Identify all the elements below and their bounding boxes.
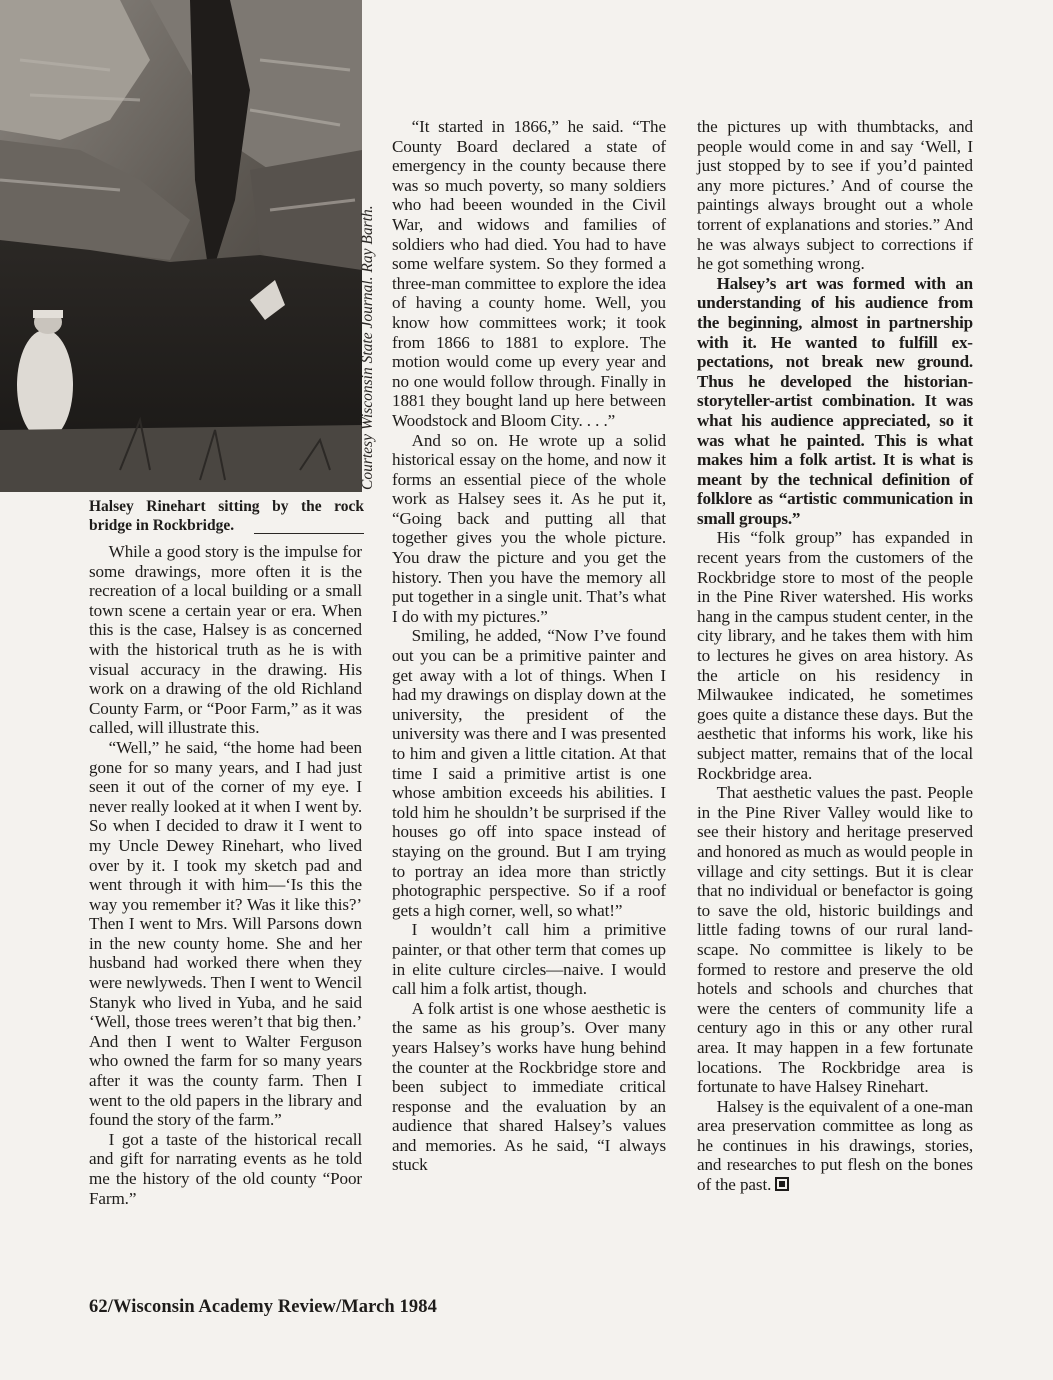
photo-credit: Courtesy Wisconsin State Journal. Ray Barth. (359, 205, 376, 490)
paragraph: “It started in 1866,” he said. “The County Board declared a state of emergency in the county because there was so much poverty, so many soldiers who had beeen wounded in the Civil War, and widows and families of soldiers who had died. You had to have some welfare system. So they formed a three-man committee to explore the idea of having a county home. Well, you know how committees work; it took from 1866 to 1881 to explore. The motion would come up every year and no one would follow through. Finally in 1881 they bought land up here between Woodstock and Bloom City. . . .” (392, 117, 666, 430)
text-column-1 (89, 542, 362, 1208)
paragraph: “Well,” he said, “the home had been gone for so many years, and I had just seen it out of the corner of my eye. I never really looked at it when I went by. So when I decided to draw it I went to my Uncle Dewey Rinehart, who lived over by it. I took my sketch pad and went through it with him—‘Is this the way you remember it? Was it like this?’ Then I went to Mrs. Will Parsons down in the new county home. She and her husband had worked there when they were newlyweds. Then I went to Wencil Stanyk who lived in Yuba, and he said ‘Well, those trees weren’t that big then.’ And then I went to Walter Ferguson who owned the farm for so many years after it was the county farm. Then I went to the old papers in the library and found the story of the farm.” (89, 737, 362, 1130)
text-column-2 (392, 117, 666, 1175)
end-mark-icon (775, 1177, 789, 1191)
photo-caption: Halsey Rinehart sitting by the rock bridge in Rockbridge. (89, 498, 364, 534)
paragraph-text: Halsey is the equivalent of a one-man area preservation committee as long as he continues in his drawings, stories, and researches to put flesh on the bones of the past. (697, 1096, 973, 1195)
paragraph: That aesthetic values the past. People in the Pine River Valley would like to see their history and heritage preserved and honored as much as would people in village and city settings. But it is clear that no individual or benefactor is going to save the old, historic buildings and little fading towns of our rural landscape. No committee is likely to be formed to restore and preserve the old hotels and schools and churches that were the centers of community life a century ago in this or any other rural area. It may happen in a few fortunate locations. The Rockbridge area is fortunate to have Halsey Rinehart. (697, 783, 973, 1097)
paragraph: While a good story is the impulse for some drawings, more often it is the recreation of a local building or a small town scene a certain year or era. When this is the case, Halsey is as concerned with the historical truth as he is with visual accuracy in the drawing. His work on a drawing of the old Richland County Farm, or “Poor Farm,” as it was called, will illustrate this. (89, 542, 362, 738)
paragraph-last (697, 1097, 973, 1195)
paragraph: I wouldn’t call him a primitive painter, or that other term that comes up in elite culture circles—naive. I would call him a folk artist, though. (392, 920, 666, 999)
paragraph: His “folk group” has expanded in recent years from the customers of the Rockbridge store to most of the people in the Pine River watershed. His works hang in the campus student center, in the city library, and he takes them with him to lectures he gives on area history. As the article on his residency in Milwaukee indicated, he sometimes goes quite a distance these days. But the aesthetic that informs his work, like his subject matter, remains that of the local Rockbridge area. (697, 528, 973, 783)
caption-divider (254, 533, 364, 534)
paragraph-bold: Halsey’s art was formed with an understanding of his audience from the beginning, almost in partnership with it. He wanted to fulfill expectations, not break new ground. Thus he developed the historian-storyteller-artist combination. It was what his audience appreciated, so it was what he painted. This is what makes him a folk artist. It is what is meant by the technical definition of folklore as “artistic communication in small groups.” (697, 273, 973, 528)
paragraph: I got a taste of the historical recall and gift for narrating events as he told me the history of the old county “Poor Farm.” (89, 1129, 362, 1208)
paragraph: And so on. He wrote up a solid historical essay on the home, and now it forms an essential piece of the whole work as Halsey sees it. As he put it, “Going back and putting all that together gives you the whole picture. You draw the picture and you get the history. Then you have the memory all put together in a single unit. That’s what I do with my pictures.” (392, 430, 666, 626)
paragraph: Smiling, he added, “Now I’ve found out you can be a primitive painter and get away with a lot of things. When I had my drawings on display down at the university, the president of the university was there and I was presented to him and given a little citation. At that time I said a primitive artist is one whose ambition exceeds his abilities. I told him he shouldn’t be surprised if the houses go off into space instead of staying on the ground. But I am trying to portray an idea more than strictly photographic perspective. So if a roof gets a high corner, well, so what!” (392, 626, 666, 920)
rock-bridge-photo (0, 0, 362, 492)
page-footer: 62/Wisconsin Academy Review/March 1984 (89, 1297, 437, 1317)
paragraph: A folk artist is one whose aesthetic is the same as his group’s. Over many years Halsey’s works have hung behind the counter at the Rockbridge store and been subject to immediate critical response and the evaluation by an audience that shared Halsey’s values and memories. As he said, “I always stuck (392, 998, 666, 1175)
text-column-3 (697, 117, 973, 1195)
paragraph: the pictures up with thumbtacks, and people would come in and say ‘Well, I just stopped by to see if you’d painted any more pictures.’ And of course the paintings always brought out a whole torrent of explanations and stories.” And he was always subject to corrections if he got something wrong. (697, 117, 973, 274)
